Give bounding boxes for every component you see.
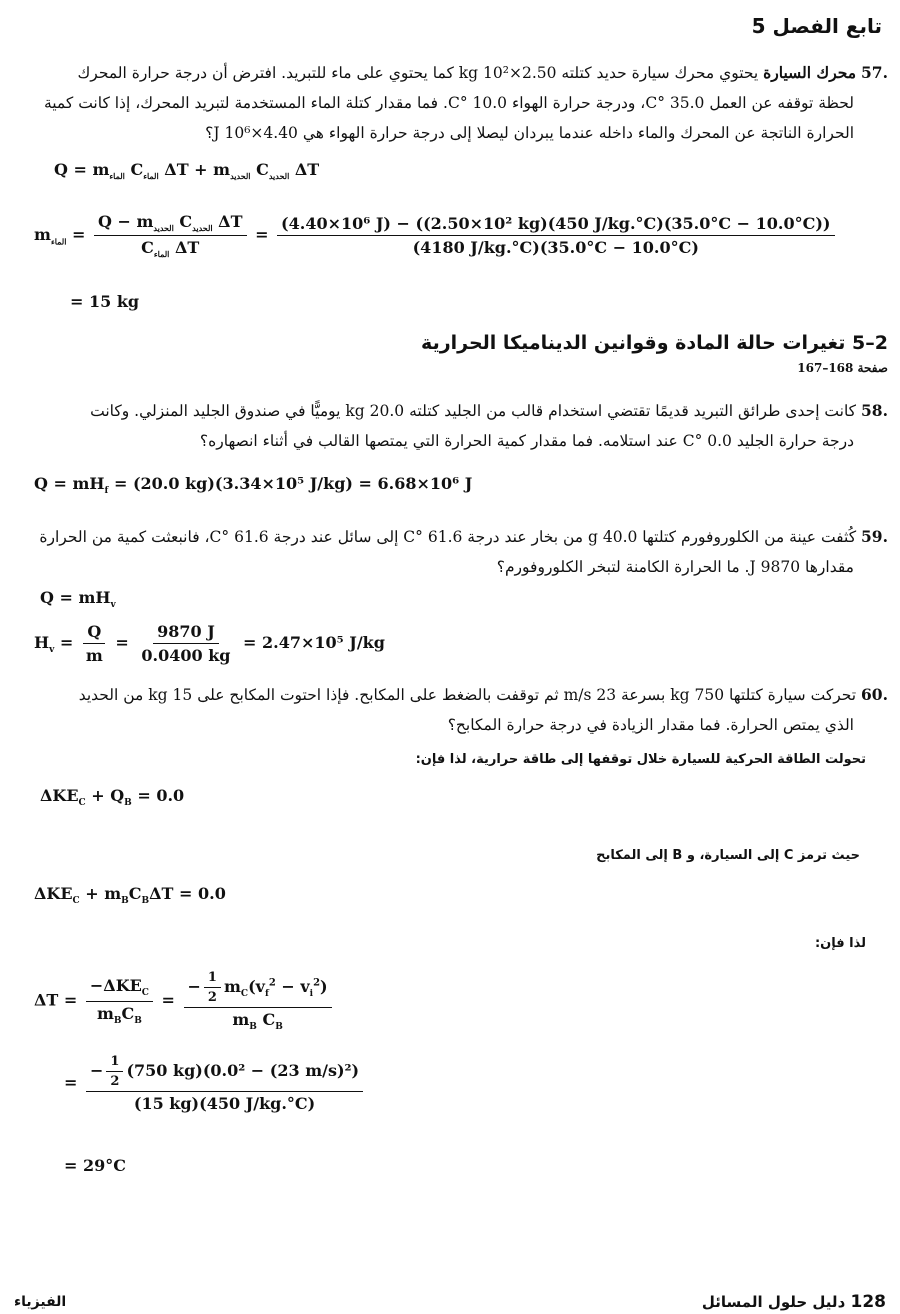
problem-57-line-2: لحظة توقفه عن العمل 35.0 °C، ودرجة حرارة الهواء 10.0 °C. فما مقدار كتلة الماء المستخدمة لتبريد المحرك، إذا كانت كمية (43, 94, 854, 112)
problem-57-line-1 (0, 58, 888, 88)
note-energy-conversion: تحولت الطاقة الحركية للسيارة خلال توقفها إلى طاقة حرارية، لذا فإن: (415, 752, 866, 767)
problem-text: يحتوي محرك سيارة حديد كتلته 2.50×10² kg كما يحتوي على ماء للتبريد. افترض أن درجة حرارة المحرك (77, 64, 759, 82)
fraction-denominator: (15 kg)(450 J/kg.°C) (133, 1094, 316, 1113)
chapter-header: تابع الفصل 5 (751, 14, 882, 38)
fraction-numeric: − $\frac{1}{2}$ (750 kg)(0.0² − (23 m/s)²) (15 kg)(450 J/kg.°C) (86, 1054, 363, 1113)
problem-text: كانت إحدى طرائق التبريد قديمًا تقتضي استخدام قالب من الجليد كتلته 20.0 kg يوميًّا في صندوق الجليد المنزلي. وكانت (90, 402, 857, 420)
equation-60-substitution: = − $\frac{1}{2}$ (750 kg)(0.0² − (23 m/s)²) (15 kg)(450 J/kg.°C) (64, 1054, 366, 1113)
fraction-denominator: (4180 J/kg.°C)(35.0°C − 10.0°C) (412, 238, 699, 258)
fraction-numeric (277, 214, 834, 257)
problem-title: محرك السيارة (763, 63, 857, 82)
equation-60-expanded: $\Delta KE_C + m_BC_B\Delta T = 0.0$ (34, 884, 226, 907)
problem-58-line-2: درجة حرارة الجليد 0.0 °C عند استلامه. فما مقدار كمية الحرارة التي يمتصها القالب في أثناء انصهاره؟ (199, 432, 854, 450)
equation-58-rhs: = (20.0 kg)(3.34×10⁵ J/kg) = 6.68×10⁶ J (113, 474, 473, 493)
subscript-water: الماء (50, 236, 67, 247)
equation-60-expanded-rhs: ΔT = 0.0 (149, 884, 226, 903)
subscript-water: الماء (153, 249, 170, 260)
problem-number: .59 (861, 527, 888, 546)
problem-59-line-2: مقدارها 9870 J. ما الحرارة الكامنة لتبخر الكلوروفورم؟ (496, 558, 854, 576)
equation-60-result: = 29°C (64, 1156, 126, 1175)
fraction-symbolic: $\frac{Q - m_{الحديد} C_{الحديد} \Delta T}{C_{الماء} \Delta T}$ (94, 212, 247, 259)
footer-guide: دليل حلول المسائل (701, 1293, 846, 1311)
subscript-water: الماء (143, 171, 159, 182)
section-title: 2–5 تغيرات حالة المادة وقوانين الديناميكا الحرارية (421, 332, 888, 354)
problem-60-line-1 (0, 680, 888, 710)
equation-57-result: = 15 kg (70, 292, 140, 311)
equation-58: $Q = mH_f = (20.0$ kg)(3.34×10⁵ J/kg) = 6.68×10⁶ J (34, 474, 473, 497)
subscript-water: الماء (109, 171, 125, 182)
problem-58-line-1 (0, 396, 888, 426)
footer-subject: الفيزياء (14, 1294, 67, 1310)
footer-page-info (702, 1292, 886, 1312)
problem-57-text (0, 58, 888, 148)
equation-59-latent: $H_v$ = $\frac{Q}{m}$ = $\frac{9870 J}{0.0400 kg}$ = 2.47×10⁵ J/kg (34, 622, 385, 665)
equation-60-delta-t: ΔT = $\frac{-\Delta KE_C}{m_BC_B}$ = − $\frac{1}{2}$ $m_C(v_f^2 - v_i^2)$ $m_B$ $C_B$ (34, 970, 335, 1032)
problem-59-text (0, 522, 888, 582)
problem-number: .60 (861, 685, 888, 704)
problem-57-line-3: الحرارة الناتجة عن المحرك والماء داخله عندما يبردان ليصلا إلى درجة حرارة الهواء هي 4.40×10⁶ J؟ (205, 124, 854, 142)
problem-60-line-2: الذي يمتص الحرارة. فما مقدار الزيادة في درجة حرارة المكابح؟ (447, 716, 854, 734)
equation-60-rhs: = 0.0 (137, 786, 185, 805)
fraction-numerator: (4.40×10⁶ J) − ((2.50×10² kg)(450 J/kg.°C)(35.0°C − 10.0°C)) (277, 214, 834, 236)
subscript-iron: الحديد (153, 223, 174, 234)
subscript-iron: الحديد (192, 223, 213, 234)
problem-59-line-1 (0, 522, 888, 552)
page-number: 128 (850, 1292, 886, 1312)
fraction-half: $\frac{1}{2}$ (106, 1054, 123, 1089)
problem-58-text (0, 396, 888, 456)
fraction-symbolic: $\frac{Q}{m}$ (82, 622, 107, 665)
fraction-half: $\frac{1}{2}$ (204, 970, 221, 1005)
page-reference: صفحة 168–167 (797, 361, 888, 375)
equation-60-energy: $\Delta KE_C + Q_B = 0.0$ (40, 786, 185, 809)
subscript-iron: الحديد (230, 171, 251, 182)
note-therefore: لذا فإن: (814, 936, 866, 951)
problem-text: تحركت سيارة كتلتها 750 kg بسرعة 23 m/s ثم توقفت بالضغط على المكابح. فإذا احتوت المكابح على 15 kg من الحديد (78, 686, 857, 704)
problem-number: .58 (861, 401, 888, 420)
problem-text: كُثفت عينة من الكلوروفورم كتلتها 40.0 g من بخار عند درجة 61.6 °C إلى سائل عند درجة 61.6 °C، فانبعثت كمية من الحرارة (39, 528, 857, 546)
fraction-numerator: (750 kg)(0.0² − (23 m/s)²) (126, 1061, 360, 1080)
subscript-iron: الحديد (268, 171, 290, 182)
fraction-symbolic: $\frac{-\Delta KE_C}{m_BC_B}$ (86, 976, 153, 1025)
fraction-kinetic: − $\frac{1}{2}$ $m_C(v_f^2 - v_i^2)$ $m_B$ $C_B$ (184, 970, 332, 1032)
equation-57-heat: $Q = m_{الماء}$ $C_{الماء}$ $\Delta T + m_{الحديد}$ $C_{الحديد}$ ΔT (54, 160, 320, 182)
equation-57-mass: $m_{الماء}$ = $\frac{Q - m_{الحديد} C_{الحديد} \Delta T}{C_{الماء} \Delta T}$ = $\frac{\text{(4.40×10⁶ J) − ((2.50×10² kg)(450 J/kg.°C)(35.0°C − 10.0°C))}}{(4180 J/kg.^\circ C)(35.0^\circ C - 10.0^\circ C)}$ (34, 212, 838, 259)
fraction-denominator: 0.0400 kg (141, 646, 231, 665)
problem-60-text (0, 680, 888, 740)
note-symbols: حيث ترمز C إلى السيارة، و B إلى المكابح (596, 848, 860, 863)
equation-59-result: = 2.47×10⁵ J/kg (243, 633, 385, 652)
problem-number: .57 (861, 63, 888, 82)
equation-59-heat: $Q = mH_v$ (40, 588, 116, 611)
fraction-numerator: 9870 J (153, 622, 219, 644)
fraction-numeric (137, 622, 234, 665)
